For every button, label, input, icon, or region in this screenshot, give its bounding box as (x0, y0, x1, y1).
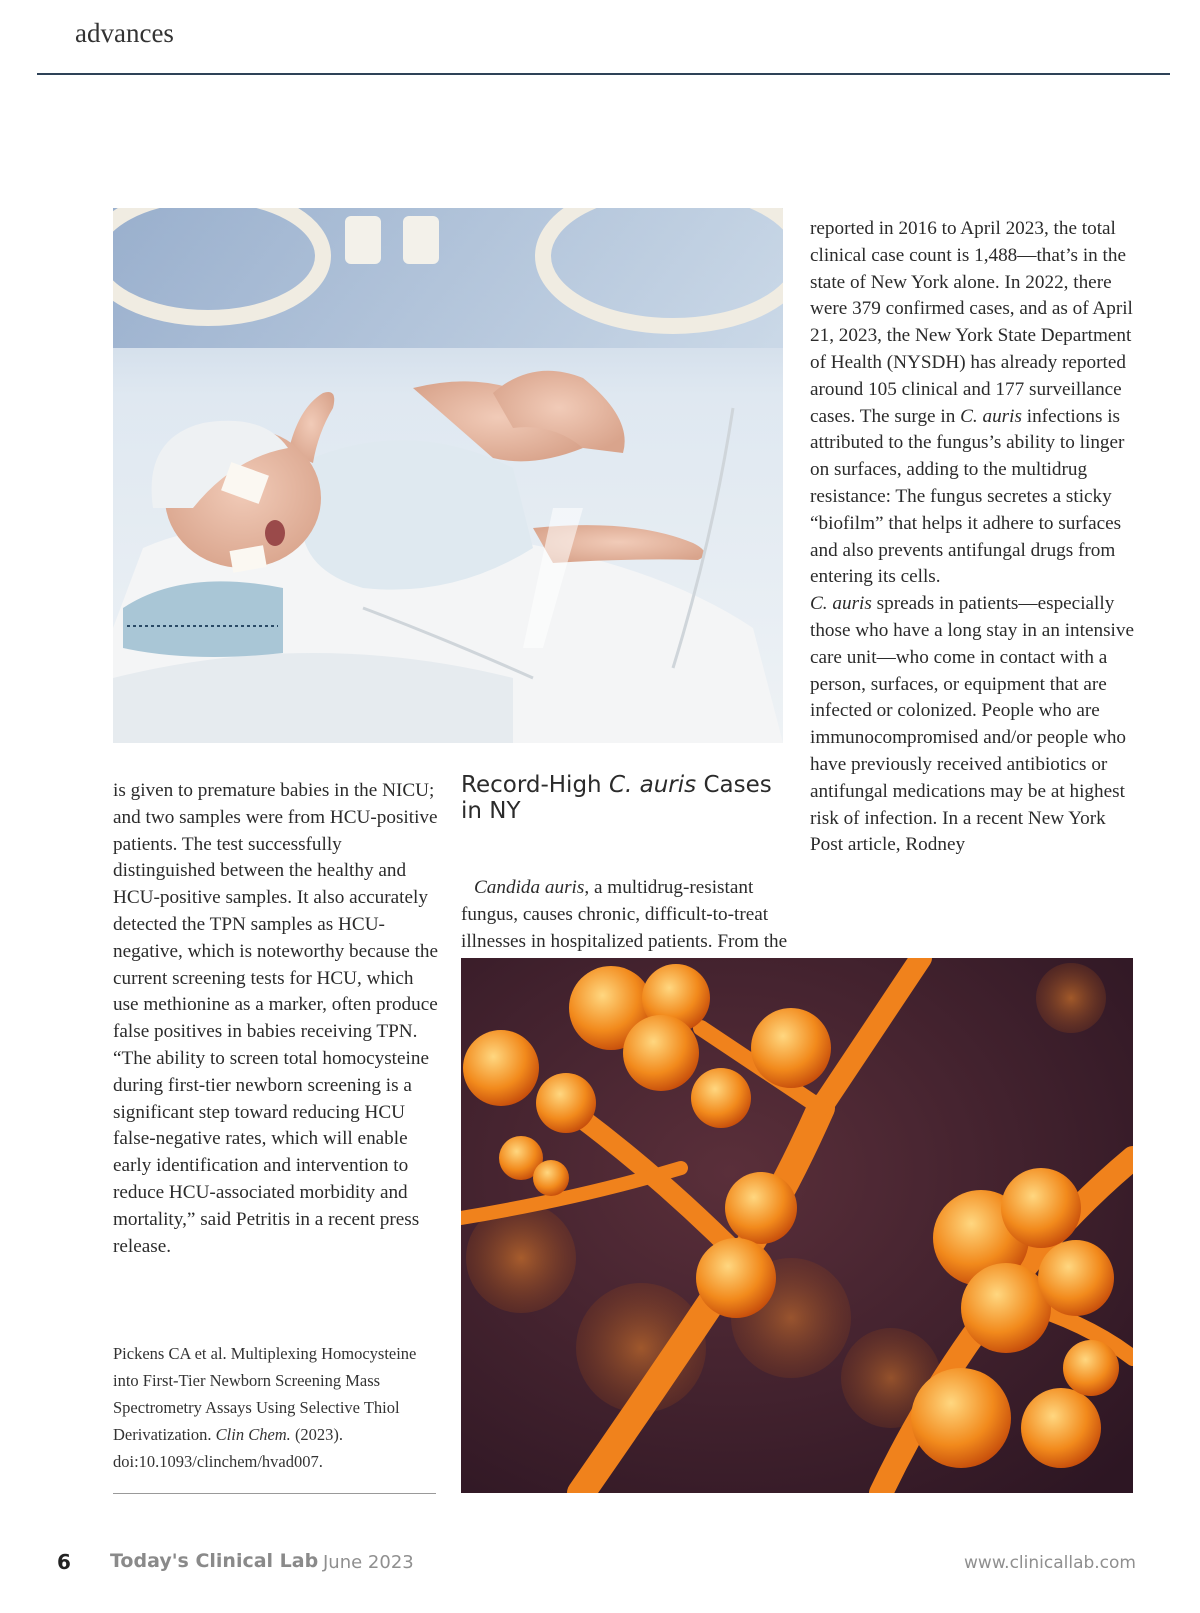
citation-text: Pickens CA et al. Multiplexing Homocysteine into First-Tier Newborn Screening Mass Spectrometry Assays Using Selective Thiol Derivatization. (113, 1344, 417, 1444)
website-url: www.clinicallab.com (964, 1553, 1136, 1573)
citation-doi: (2023). doi:10.1093/clinchem/hvad007. (113, 1425, 344, 1471)
header-rule (37, 73, 1170, 75)
right-text-1: reported in 2016 to April 2023, the total clinical case count is 1,488—that’s in the state of New York alone. In 2022, there were 379 confirmed cases, and as of April 21, 2023, the New York State Department of Health (NYSDH) has already reported around 105 clinical and 177 surveillance cases. The surge in (810, 218, 1133, 427)
right-italic-2: C. auris (810, 593, 872, 615)
photo-premature-baby (113, 208, 783, 743)
right-paragraph-1 (810, 216, 1140, 591)
citation-rule (113, 1493, 436, 1494)
right-italic-1: C. auris (960, 405, 1022, 427)
heading-post: Cases in NY (461, 772, 772, 824)
right-column-text (810, 216, 1140, 859)
left-column-text (113, 778, 443, 1260)
article-heading (461, 772, 793, 824)
section-label: advances (75, 18, 174, 48)
heading-pre: Record-High (461, 772, 609, 798)
lead-italic: Candida auris (474, 877, 585, 898)
issue-date: June 2023 (323, 1552, 414, 1573)
photo-candida-auris (461, 958, 1133, 1493)
right-text-2: infections is attributed to the fungus’s ability to linger on surfaces, adding to the multidrug resistance: The fungus secretes a sticky “biofilm” that helps it adhere to surfaces and also prevents antifungal drugs from entering its cells. (810, 405, 1125, 588)
page-number: 6 (57, 1550, 71, 1574)
heading-italic: C. auris (608, 772, 697, 798)
citation-journal: Clin Chem. (215, 1425, 291, 1444)
right-text-3: spreads in patients—especially those who have a long stay in an intensive care unit—who come in contact with a person, surfaces, or equipment that are infected or colonized. People who are immunocompromised and/or people who have previously received antibiotics or antifungal medications may be at highest risk of infection. In a recent New York Post article, Rodney (810, 593, 1134, 856)
magazine-name: Today's Clinical Lab (110, 1550, 319, 1572)
citation (113, 1340, 443, 1475)
left-paragraph: is given to premature babies in the NICU; and two samples were from HCU-positive patients. The test successfully distinguished between the healthy and HCU-positive samples. It also accurately detected the TPN samples as HCU-negative, which is noteworthy because the current screening tests for HCU, which use methionine as a marker, often produce false positives in babies receiving TPN. “The ability to screen total homocysteine during first-tier newborn screening is a significant step toward reducing HCU false-negative rates, which will enable early identification and intervention to reduce HCU-associated morbidity and mortality,” said Petritis in a recent press release. (113, 780, 439, 1257)
right-paragraph-2 (810, 591, 1140, 859)
lead-text: , a multidrug-resistant fungus, causes chronic, difficult-to-treat illnesses in hospitalized patients. From the (461, 877, 788, 952)
